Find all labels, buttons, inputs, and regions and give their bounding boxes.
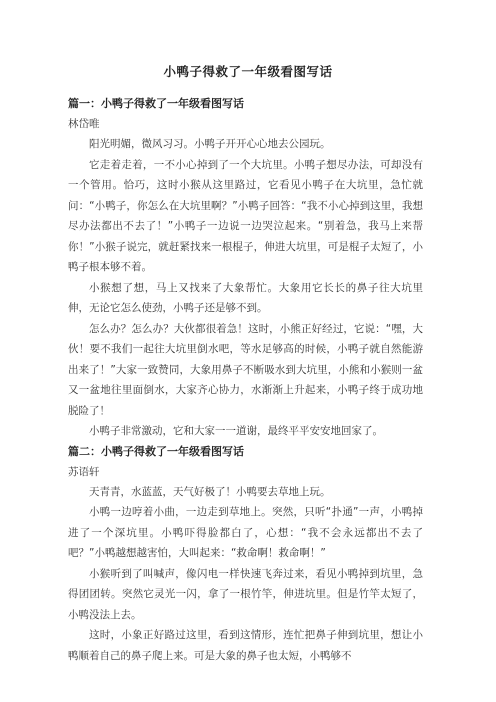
document-title: 小鸭子得救了一年级看图写话 — [163, 64, 333, 79]
paragraph: 小猴想了想，马上又找来了大象帮忙。大象用它长长的鼻子往大坑里伸，无论它怎么使劲，小鸭子还是够不到。 — [68, 281, 423, 314]
paragraph: 它走着走着，一不小心掉到了一个大坑里。小鸭子想尽办法，可却没有一个管用。恰巧，这时小猴从这里路过，它看见小鸭子在大坑里，急忙就问：“小鸭子，你怎么在大坑里啊？”小鸭子回答：“我不小心掉到这里，我想尽办法都出不去了！”小鸭子一边说一边哭泣起来。“别着急，我马上来帮你！”小猴子说完，就赶紧找来一根棍子，伸进大坑里，可是棍子太短了，小鸭子根本够不着。 — [68, 158, 423, 273]
paragraph: 这时，小象正好路过这里，看到这情形，连忙把鼻子伸到坑里，想让小鸭顺着自己的鼻子爬上来。可是大象的鼻子也太短，小鸭够不 — [68, 629, 423, 662]
section-two — [68, 442, 423, 667]
section-heading: 篇二：小鸭子得救了一年级看图写话 — [68, 444, 244, 458]
paragraph: 小鸭一边哼着小曲，一边走到草地上。突然，只听“扑通”一声，小鸭掉进了一个深坑里。小鸭吓得脸都白了，心想：“我不会永远都出不去了吧？”小鸭越想越害怕，大叫起来：“救命啊！救命啊！” — [68, 506, 423, 559]
section-heading: 篇一：小鸭子得救了一年级看图写话 — [68, 97, 244, 110]
paragraph: 阳光明媚，微风习习。小鸭子开开心心地去公园玩。 — [89, 138, 331, 150]
author-name: 苏语轩 — [68, 465, 100, 478]
author-name: 林岱唯 — [68, 118, 100, 130]
paragraph: 天青青，水蓝蓝，天气好极了！小鸭要去草地上玩。 — [89, 485, 331, 498]
paragraph: 小鸭子非常激动，它和大家一一道谢，最终平平安安地回家了。 — [89, 425, 383, 437]
section-one — [68, 94, 423, 442]
paragraph: 小猴听到了叫喊声，像闪电一样快速飞奔过来，看见小鸭掉到坑里，急得团团转。突然它灵光一闪，拿了一根竹竿，伸进坑里。但是竹竿太短了，小鸭没法上去。 — [68, 567, 423, 621]
paragraph: 怎么办？怎么办？大伙都很着急！这时，小熊正好经过，它说：“嘿，大伙！要不我们一起往大坑里倒水吧，等水足够高的时候，小鸭子就自然能游出来了！”大家一致赞同，大象用鼻子不断吸水到大坑里，小熊和小猴则一盆又一盆地往里面倒水，大家齐心协力，水渐渐上升起来，小鸭子终于成功地脱险了！ — [68, 322, 423, 417]
document-body — [68, 94, 423, 666]
